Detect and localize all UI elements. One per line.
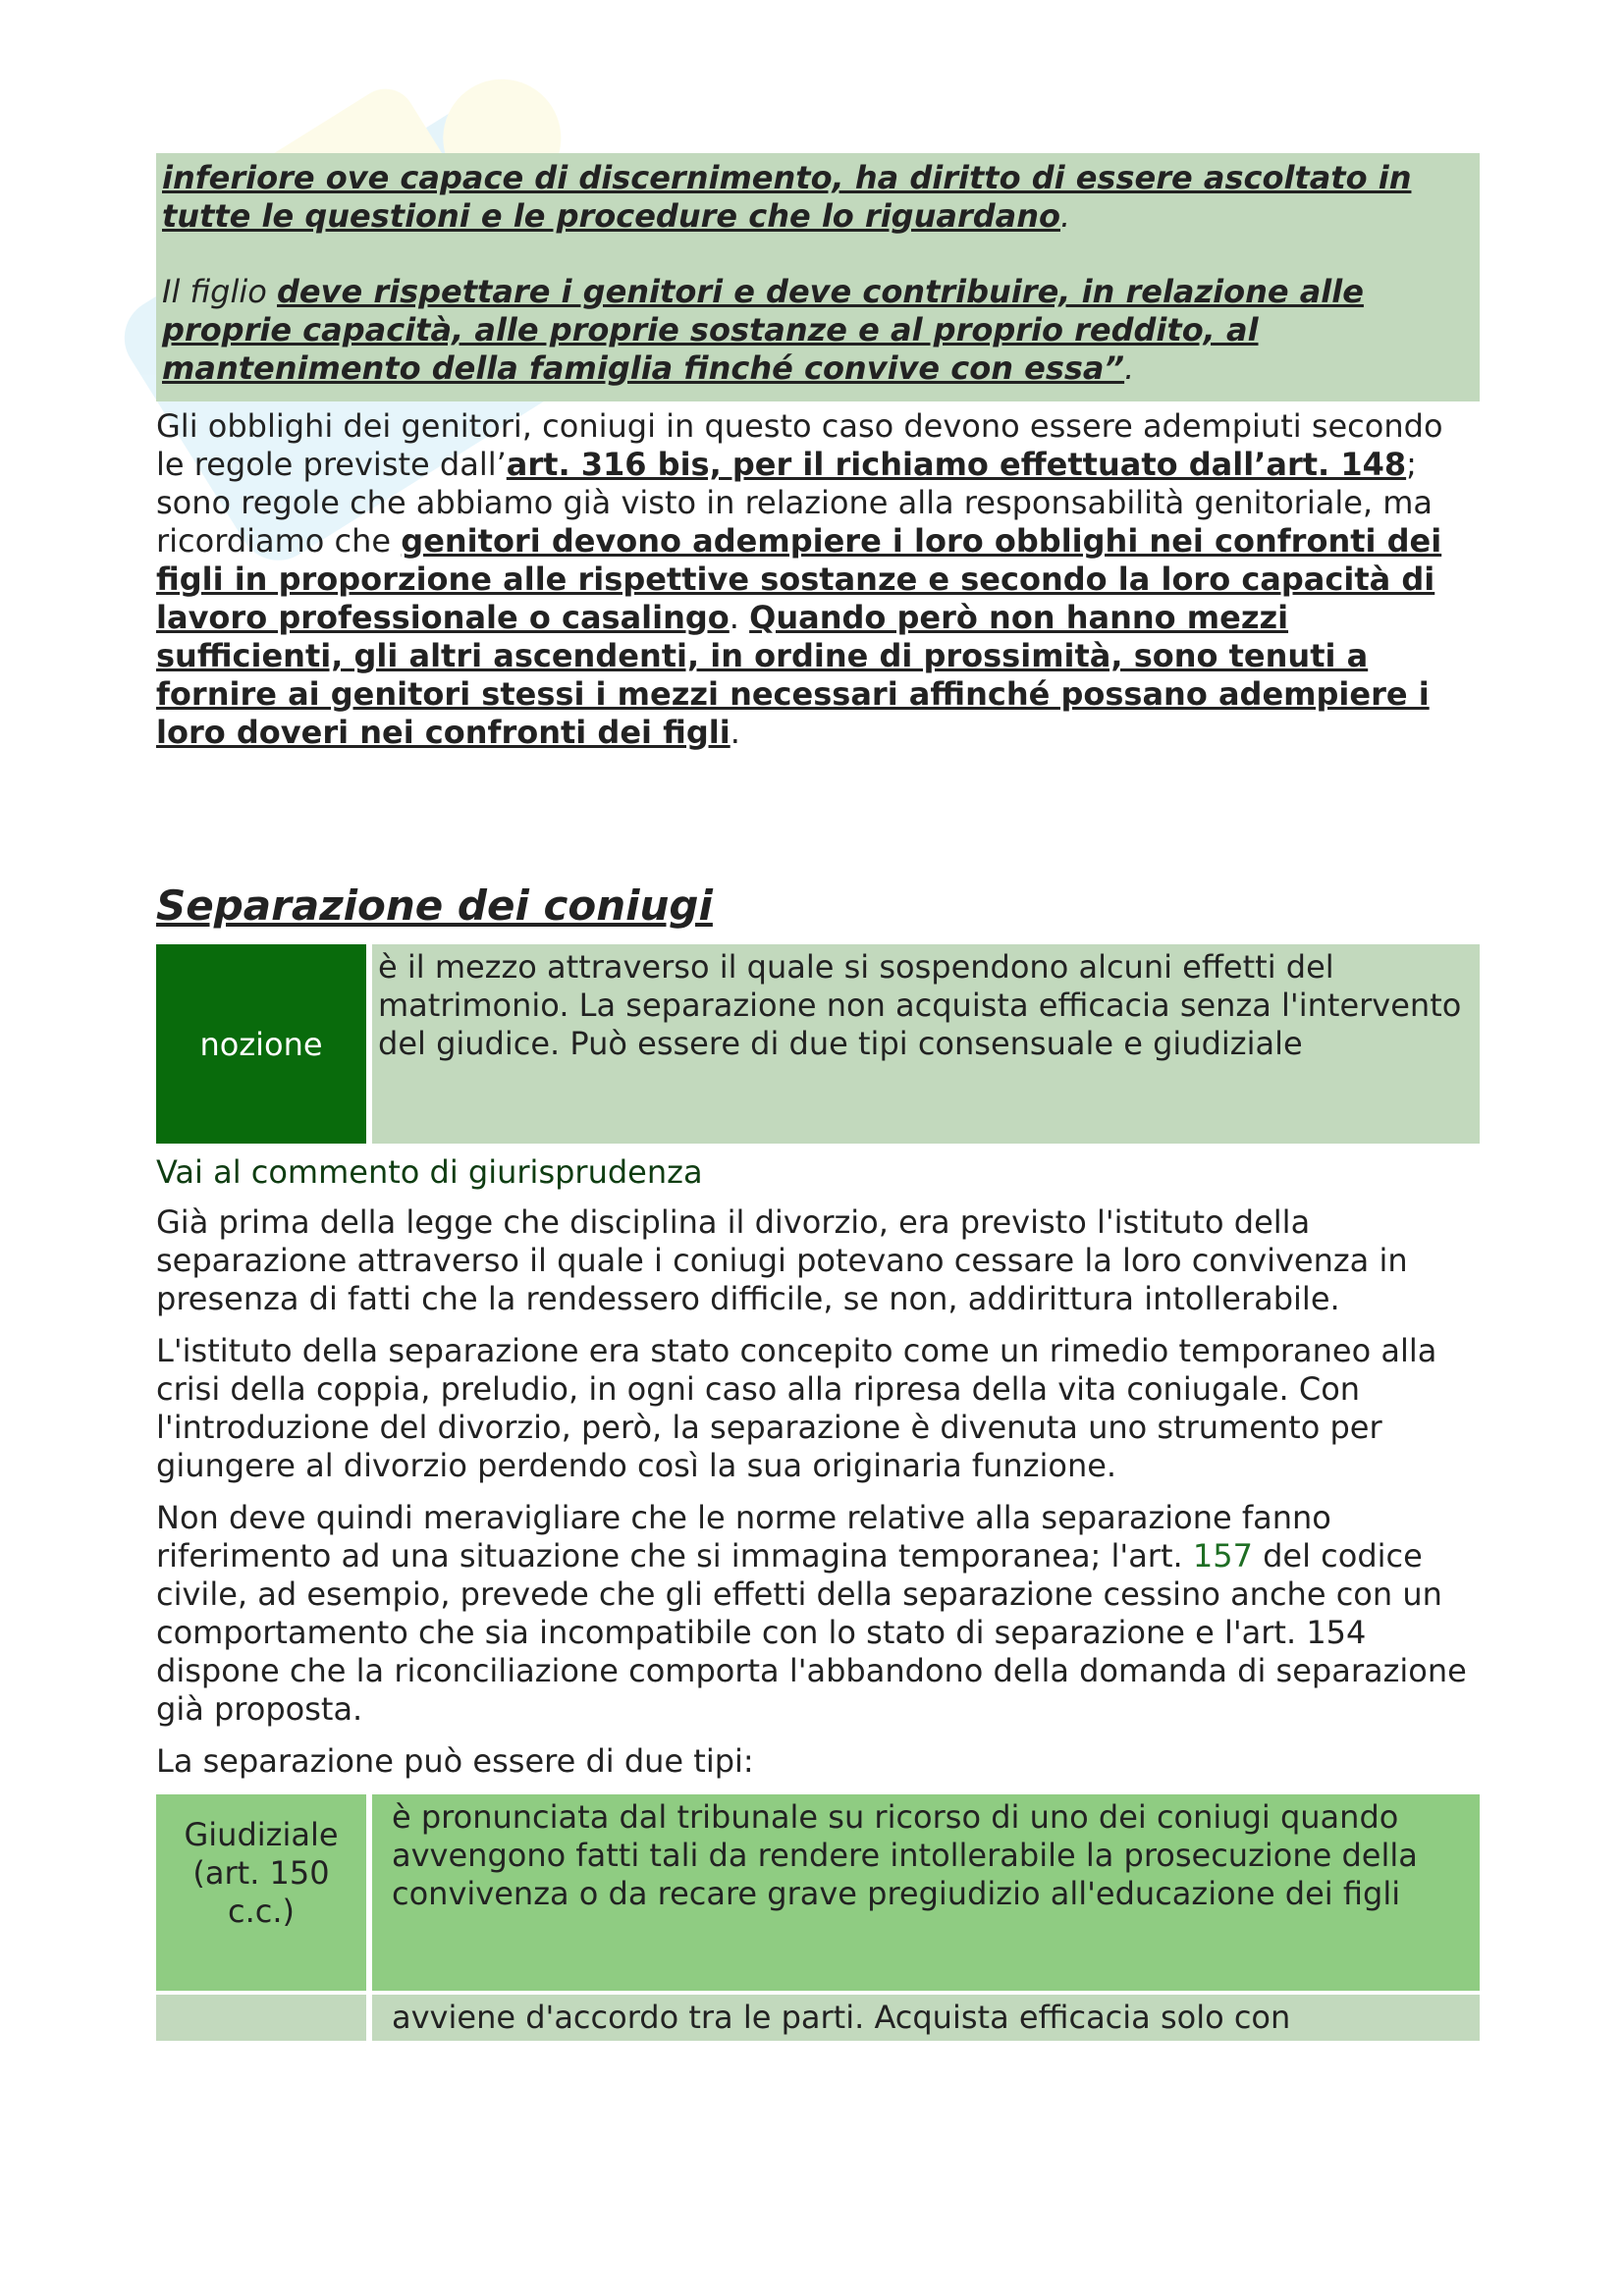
definition-table [156, 944, 1480, 1144]
type-label [156, 1995, 366, 2041]
type-row-consensuale [156, 1995, 1480, 2041]
document-body [156, 153, 1480, 2041]
definition-text: è il mezzo attraverso il quale si sospendono alcuni effetti del matrimonio. La separazione non acquista efficacia senza l'intervento del giudice. Può essere di due tipi consensuale e giudiziale [372, 944, 1480, 1144]
quoted-article-box [156, 153, 1480, 401]
article-link[interactable]: art. 316 bis, per il richiamo effettuato dall’art. 148 [506, 446, 1407, 483]
type-description: avviene d'accordo tra le parti. Acquista efficacia solo con [372, 1995, 1480, 2041]
quote-paragraph-1: inferiore ove capace di discernimento, ha diritto di essere ascoltato in tutte le questioni e le procedure che lo riguardano. [162, 159, 1412, 235]
definition-label: nozione [156, 944, 366, 1144]
section-heading: Separazione dei coniugi [156, 881, 713, 930]
type-description: è pronunciata dal tribunale su ricorso di uno dei coniugi quando avvengono fatti tali da rendere intollerabile la prosecuzione della convivenza o da recare grave pregiudizio all'educazione dei figli [372, 1794, 1480, 1991]
separation-types-table [156, 1794, 1480, 2041]
body-paragraph: Non deve quindi meravigliare che le norme relative alla separazione fanno riferimento ad una situazione che si immagina temporanea; l'art. 157 del codice civile, ad esempio, prevede che gli effetti della separazione cessino anche con un comportamento che sia incompatibile con lo stato di separazione e l'art. 154 dispone che la riconciliazione comporta l'abbandono della domanda di separazione già proposta. [156, 1499, 1467, 1728]
obblighi-paragraph: Gli obblighi dei genitori, coniugi in questo caso devono essere adempiuti secondo le regole previste dall’art. 316 bis, per il richiamo effettuato dall’art. 148; sono regole che abbiamo già visto in relazione alla responsabilità genitoriale, ma ricordiamo che genitori devono adempiere i loro obblighi nei confronti dei figli in proporzione alle rispettive sostanze e secondo la loro capacità di lavoro professionale o casalingo. Quando però non hanno mezzi sufficienti, gli altri ascendenti, in ordine di prossimità, sono tenuti a fornire ai genitori stessi i mezzi necessari affinché possano adempiere i loro doveri nei confronti dei figli. [156, 407, 1443, 751]
type-row-giudiziale [156, 1794, 1480, 1991]
article-157-link[interactable]: 157 [1192, 1537, 1253, 1575]
body-paragraph: Già prima della legge che disciplina il divorzio, era previsto l'istituto della separazione attraverso il quale i coniugi potevano cessare la loro convivenza in presenza di fatti che la rendessero difficile, se non, addirittura intollerabile. [156, 1203, 1408, 1317]
body-paragraph: L'istituto della separazione era stato concepito come un rimedio temporaneo alla crisi della coppia, preludio, in ogni caso alla ripresa della vita coniugale. Con l'introduzione del divorzio, però, la separazione è divenuta uno strumento per giungere al divorzio perdendo così la sua originaria funzione. [156, 1332, 1437, 1484]
jurisprudence-link[interactable]: Vai al commento di giurisprudenza [156, 1153, 703, 1191]
quote-paragraph-2: Il figlio deve rispettare i genitori e deve contribuire, in relazione alle proprie capacità, alle proprie sostanze e al proprio reddito, al mantenimento della famiglia finché convive con essa”. [162, 273, 1364, 387]
type-label: Giudiziale (art. 150 c.c.) [156, 1794, 366, 1991]
types-intro: La separazione può essere di due tipi: [156, 1742, 754, 1780]
